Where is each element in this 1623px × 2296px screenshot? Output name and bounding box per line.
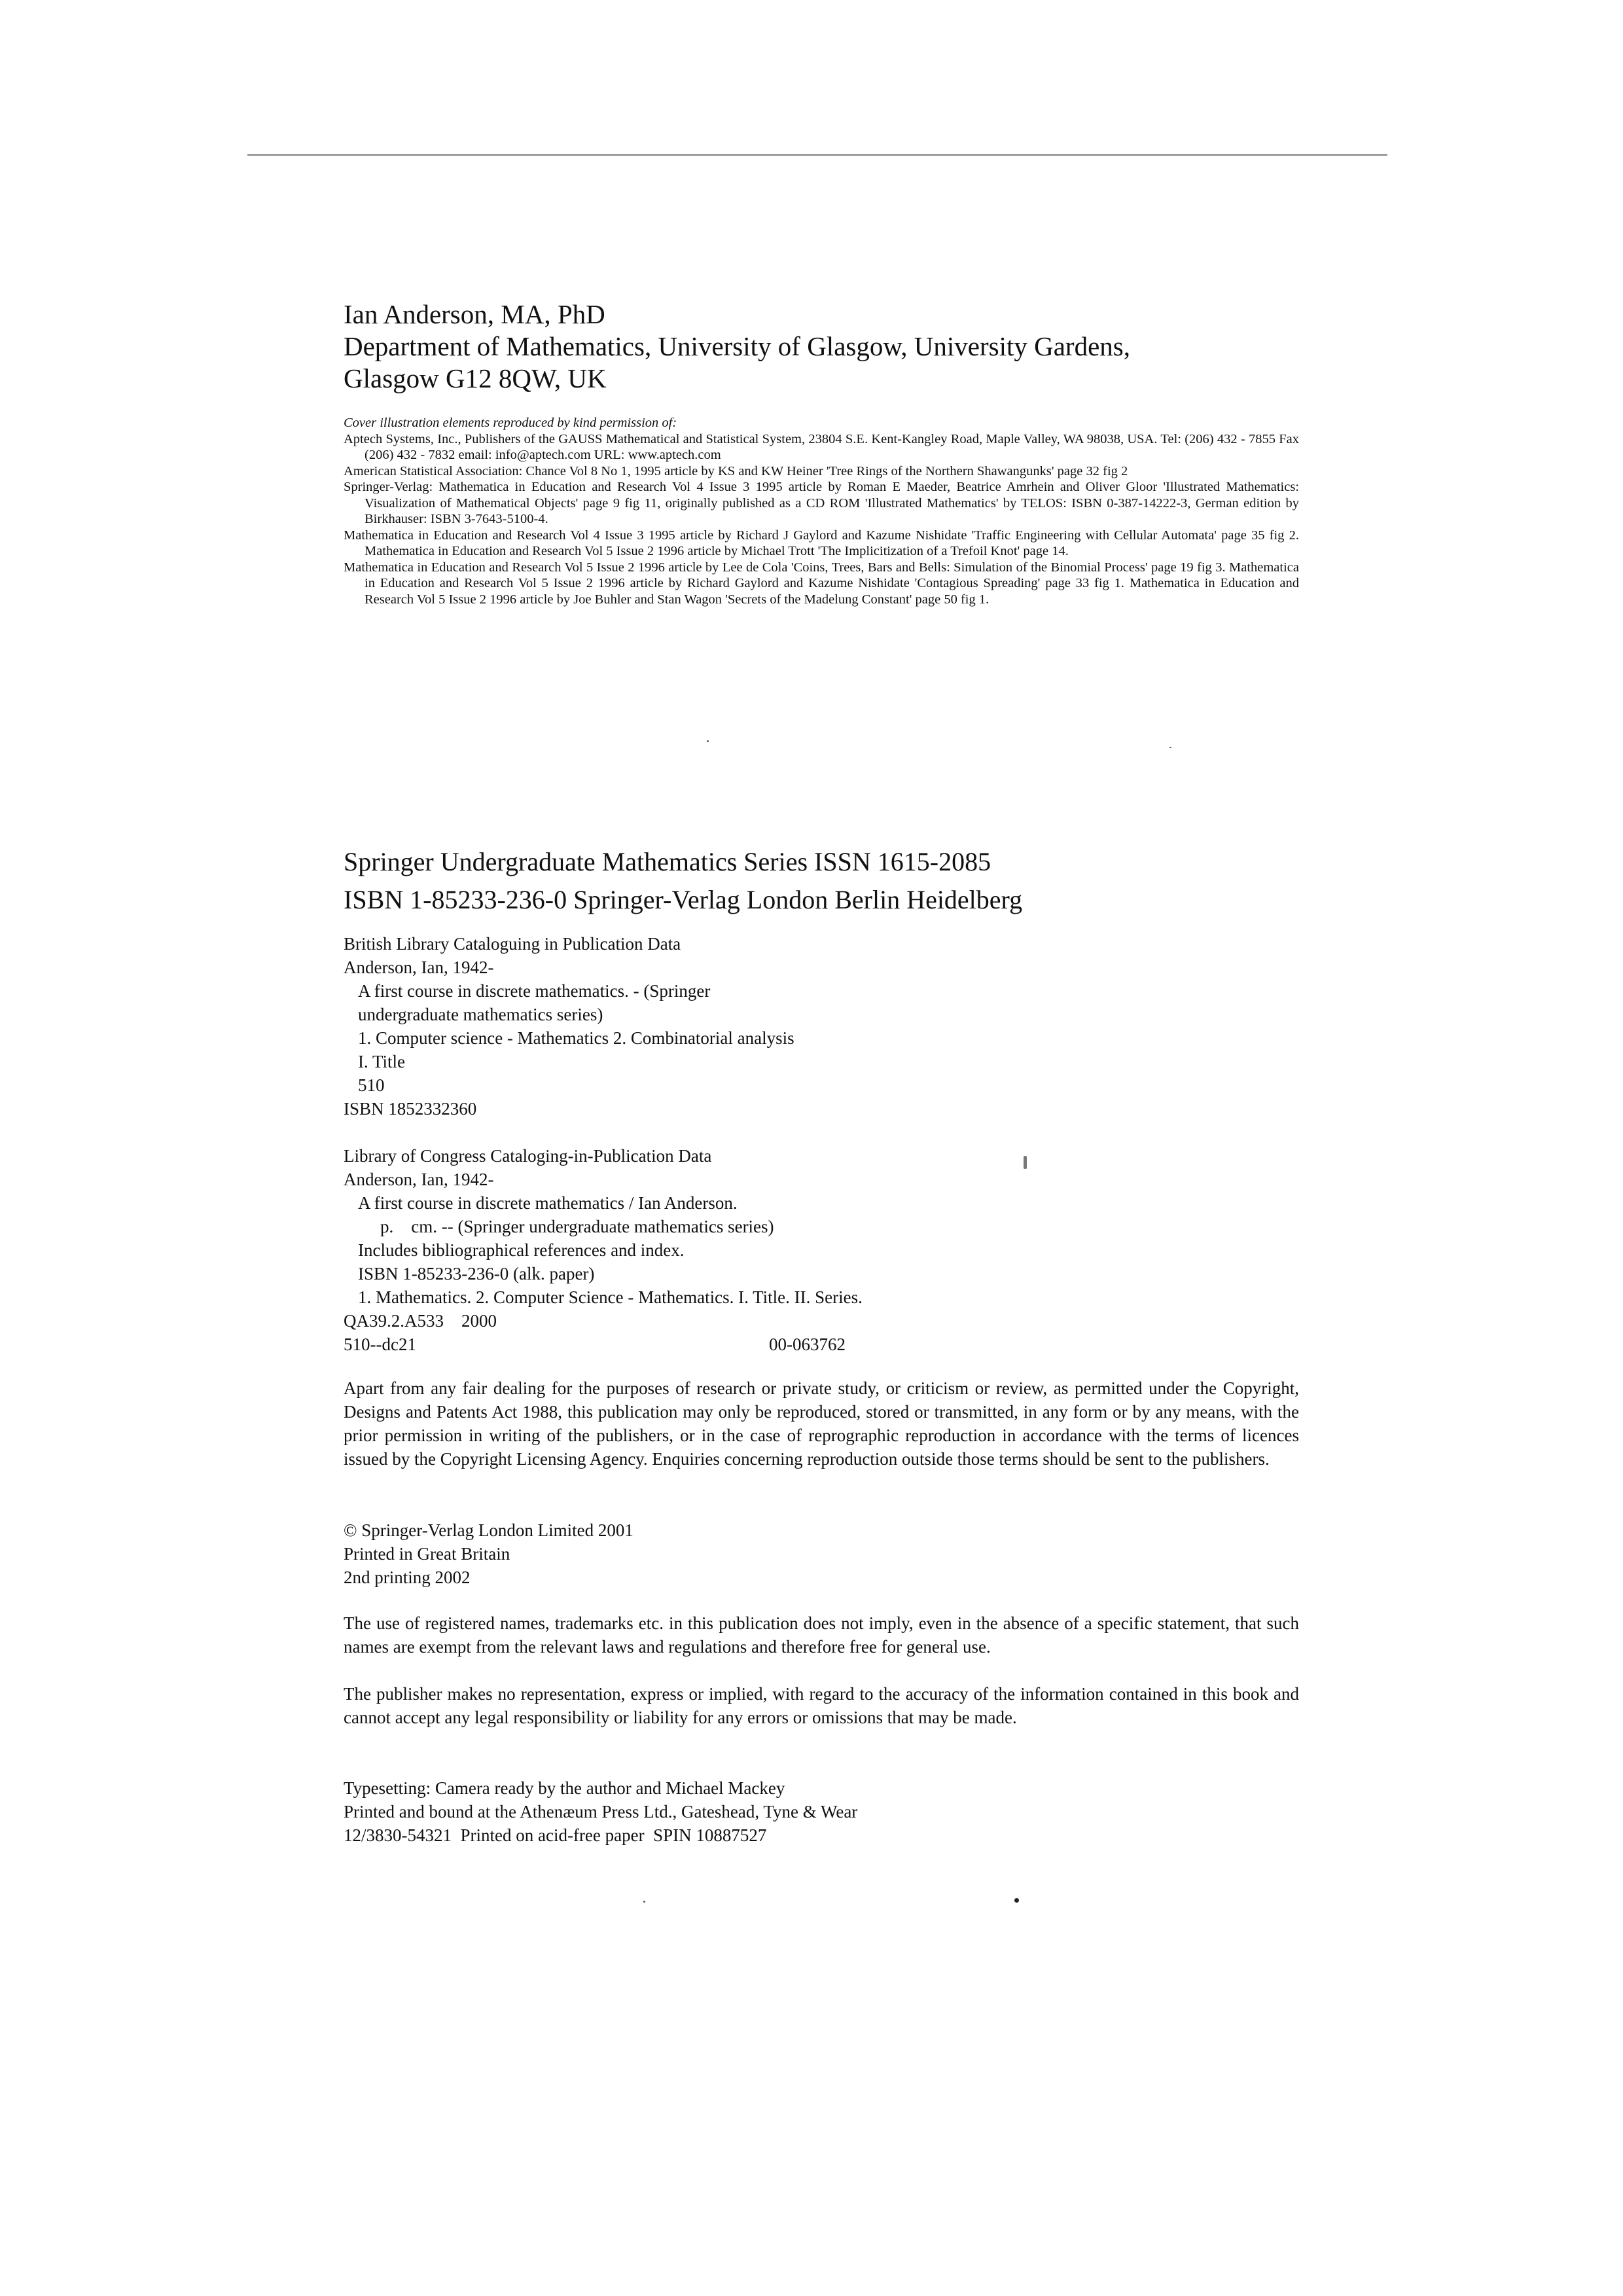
loc-lccn: 00-063762 bbox=[769, 1335, 846, 1354]
loc-heading: Library of Congress Cataloging-in-Publication Data bbox=[344, 1146, 712, 1166]
codes-line: 12/3830-54321 Printed on acid-free paper SPIN 10887527 bbox=[344, 1825, 767, 1845]
cover-credit-item: Mathematica in Education and Research Vol 4 Issue 3 1995 article by Richard J Gaylord and Kazume Nishidate 'Traffic Engineering with Cellular Automata' page 35 fig 2. Mathematica in Education and Research Vol 5 Issue 2 1996 article by Michael Trott 'The Implicitization of a Trefoil Knot' page 14. bbox=[344, 528, 1299, 558]
library-of-congress-cip bbox=[344, 1144, 1299, 1356]
bl-author: Anderson, Ian, 1942- bbox=[344, 958, 494, 977]
loc-call-number: QA39.2.A533 2000 bbox=[344, 1311, 497, 1331]
copyright-notice: Apart from any fair dealing for the purposes of research or private study, or criticism or review, as permitted under the Copyright, Designs and Patents Act 1988, this publication may only be reproduced, stored or transmitted, in any form or by any means, with the prior permission in writing of the publishers, or in the case of reprographic reproduction in accordance with the terms of licences issued by the Copyright Licensing Agency. Enquiries concerning reproduction outside those terms should be sent to the publishers. bbox=[344, 1378, 1299, 1469]
loc-title: A first course in discrete mathematics / Ian Anderson. bbox=[358, 1193, 738, 1213]
loc-dewey: 510--dc21 bbox=[344, 1335, 416, 1354]
loc-physical: p. cm. -- (Springer undergraduate mathematics series) bbox=[380, 1217, 774, 1236]
scan-speck bbox=[707, 740, 709, 742]
bl-subjects: 1. Computer science - Mathematics 2. Combinatorial analysis bbox=[358, 1028, 794, 1048]
bl-isbn: ISBN 1852332360 bbox=[344, 1099, 477, 1119]
scan-speck bbox=[1169, 747, 1171, 748]
typesetting-line: Typesetting: Camera ready by the author and Michael Mackey bbox=[344, 1778, 785, 1798]
british-library-cip bbox=[344, 932, 1299, 1121]
cover-credit-item: American Statistical Association: Chance Vol 8 No 1, 1995 article by KS and KW Heiner 'Tree Rings of the Northern Shawangunks' page 32 fig 2 bbox=[344, 463, 1128, 478]
loc-dewey-row bbox=[344, 1333, 1299, 1356]
printer-line: Printed and bound at the Athenæum Press Ltd., Gateshead, Tyne & Wear bbox=[344, 1802, 858, 1821]
loc-author: Anderson, Ian, 1942- bbox=[344, 1170, 494, 1189]
cover-credits bbox=[344, 415, 1299, 607]
cover-credits-heading: Cover illustration elements reproduced by kind permission of: bbox=[344, 416, 677, 430]
cover-credit-item: Springer-Verlag: Mathematica in Education and Research Vol 4 Issue 3 1995 article by Roman E Maeder, Beatrice Amrhein and Oliver Gloor 'Illustrated Mathematics: Visualization of Mathematical Objects' page 9 fig 11, originally published as a CD ROM 'Illustrated Mathematics' by TELOS: ISBN 0-387-14222-3, German edition by Birkhauser: ISBN 3-7643-5100-4. bbox=[344, 480, 1299, 526]
imprint-block bbox=[344, 1518, 1299, 1589]
bl-title-entry: I. Title bbox=[358, 1052, 406, 1071]
imprint-printed-in: Printed in Great Britain bbox=[344, 1544, 510, 1564]
loc-isbn: ISBN 1-85233-236-0 (alk. paper) bbox=[358, 1264, 595, 1283]
author-address-line-2: Glasgow G12 8QW, UK bbox=[344, 363, 607, 393]
author-block bbox=[344, 298, 1299, 395]
cover-credit-item: Aptech Systems, Inc., Publishers of the GAUSS Mathematical and Statistical System, 23804 S.E. Kent-Kangley Road, Maple Valley, WA 98038, USA. Tel: (206) 432 - 7855 Fax (206) 432 - 7832 email: info@aptech.com URL: www.aptech.com bbox=[344, 431, 1299, 462]
author-name: Ian Anderson, MA, PhD bbox=[344, 299, 605, 329]
production-block bbox=[344, 1776, 1299, 1847]
loc-notes: Includes bibliographical references and index. bbox=[358, 1240, 685, 1260]
imprint-printing: 2nd printing 2002 bbox=[344, 1568, 471, 1587]
series-issn: Springer Undergraduate Mathematics Series ISSN 1615-2085 bbox=[344, 847, 991, 876]
cover-credit-item: Mathematica in Education and Research Vol 5 Issue 2 1996 article by Lee de Cola 'Coins, Trees, Bars and Bells: Simulation of the Binomial Process' page 19 fig 3. Mathematica in Education and Research Vol 5 Issue 2 1996 article by Richard Gaylord and Kazume Nishidate 'Contagious Spreading' page 33 fig 1. Mathematica in Education and Research Vol 5 Issue 2 1996 article by Joe Buhler and Stan Wagon 'Secrets of the Madelung Constant' page 50 fig 1. bbox=[344, 560, 1299, 607]
bl-title-line-2: undergraduate mathematics series) bbox=[358, 1005, 603, 1024]
imprint-copyright: © Springer-Verlag London Limited 2001 bbox=[344, 1520, 633, 1540]
liability-notice: The publisher makes no representation, express or implied, with regard to the accuracy of the information contained in this book and cannot accept any legal responsibility or liability for any errors or omissions that may be made. bbox=[344, 1684, 1299, 1727]
bl-heading: British Library Cataloguing in Publication Data bbox=[344, 934, 681, 954]
bl-class: 510 bbox=[358, 1075, 385, 1095]
bl-title-line-1: A first course in discrete mathematics. - (Springer bbox=[358, 981, 711, 1001]
series-info bbox=[344, 843, 1299, 919]
scan-speck bbox=[643, 1901, 645, 1903]
loc-subjects: 1. Mathematics. 2. Computer Science - Mathematics. I. Title. II. Series. bbox=[358, 1287, 863, 1307]
trademark-notice: The use of registered names, trademarks etc. in this publication does not imply, even in the absence of a specific statement, that such names are exempt from the relevant laws and regulations and therefore free for general use. bbox=[344, 1613, 1299, 1657]
top-rule bbox=[247, 154, 1387, 156]
series-isbn: ISBN 1-85233-236-0 Springer-Verlag London Berlin Heidelberg bbox=[344, 885, 1023, 914]
scan-speck bbox=[1014, 1898, 1019, 1903]
author-address-line-1: Department of Mathematics, University of Glasgow, University Gardens, bbox=[344, 331, 1130, 361]
